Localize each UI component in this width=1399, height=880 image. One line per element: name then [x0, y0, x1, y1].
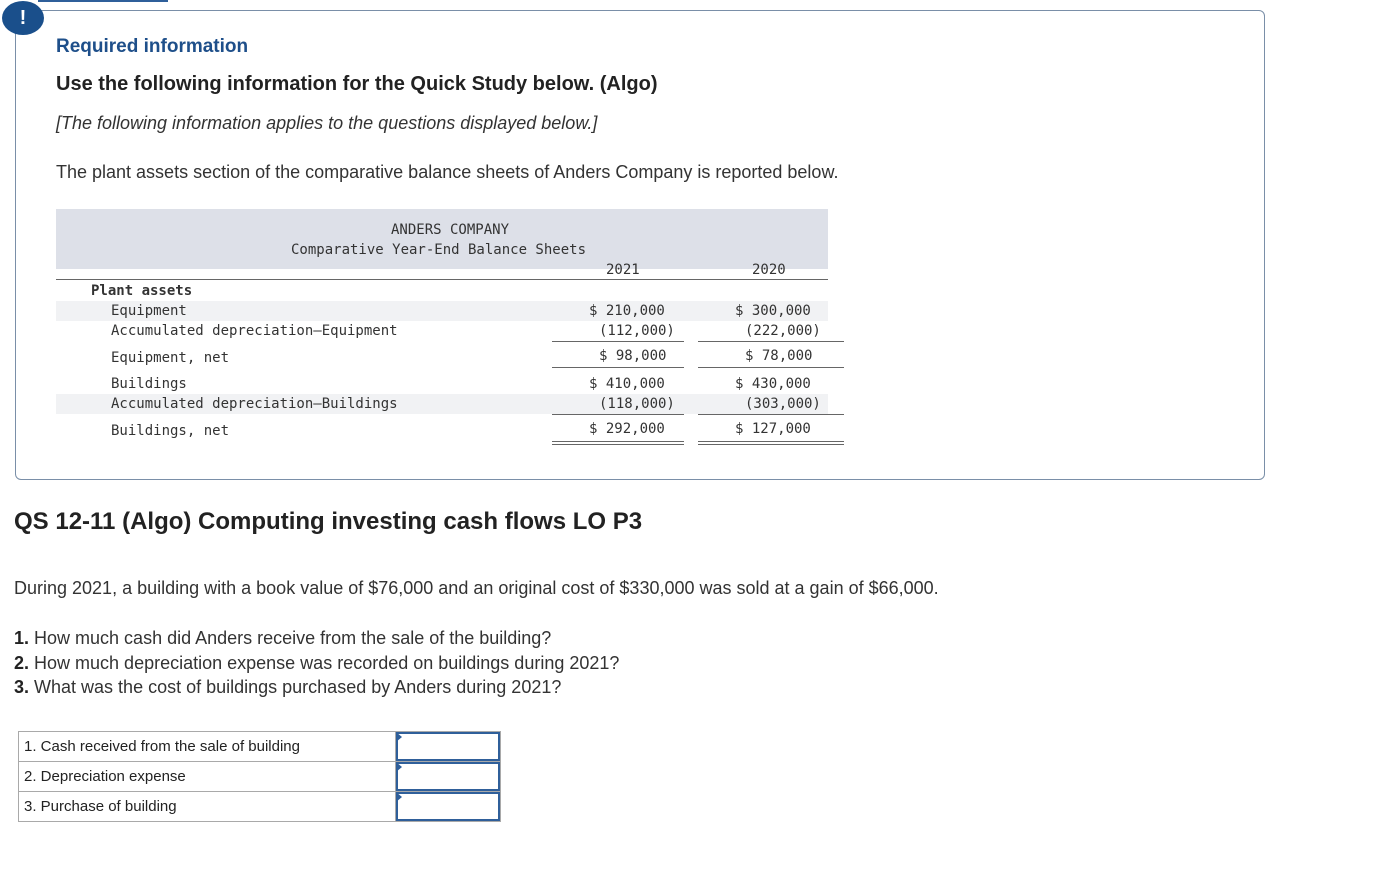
question-text: How much depreciation expense was recorded on buildings during 2021?	[34, 652, 620, 673]
question-number: 1.	[14, 628, 30, 648]
statement-title: Comparative Year-End Balance Sheets	[291, 242, 587, 258]
row-label: Equipment, net	[111, 350, 230, 366]
row-label: Buildings	[111, 376, 187, 392]
section-label: Plant assets	[91, 283, 193, 299]
entry-marker-icon	[396, 792, 402, 802]
answer-row	[19, 762, 501, 792]
answer-cell	[396, 762, 501, 792]
alert-symbol: !	[19, 6, 27, 29]
applies-note: [The following information applies to the questions displayed below.]	[56, 113, 598, 133]
answer-label-purchase-of-building: 3. Purchase of building	[19, 792, 396, 822]
value-2021: $ 210,000	[589, 303, 665, 319]
cash-received-input[interactable]	[396, 732, 500, 761]
subtotal-rule	[552, 367, 684, 368]
answer-table	[18, 731, 501, 822]
column-header-2021: 2021	[606, 262, 640, 278]
subtotal-rule	[698, 414, 844, 415]
answer-label-depreciation-expense: 2. Depreciation expense	[19, 762, 396, 792]
question-title: QS 12-11 (Algo) Computing investing cash flows LO P3	[14, 508, 643, 535]
column-header-2020: 2020	[752, 262, 786, 278]
row-label: Buildings, net	[111, 423, 230, 439]
value-2021: $ 98,000	[599, 348, 667, 364]
value-2020: $ 300,000	[735, 303, 811, 319]
depreciation-expense-input[interactable]	[396, 762, 500, 791]
answer-label-cash-received: 1. Cash received from the sale of building	[19, 732, 396, 762]
purchase-of-building-input[interactable]	[396, 792, 500, 821]
value-2021: $ 292,000	[589, 421, 665, 437]
entry-marker-icon	[396, 732, 402, 742]
balance-sheet-table	[56, 209, 828, 439]
value-2020: (303,000)	[745, 396, 821, 412]
question-text: What was the cost of buildings purchased by Anders during 2021?	[34, 677, 562, 697]
question-text: How much cash did Anders receive from the sale of the building?	[34, 628, 552, 648]
value-2021: (112,000)	[599, 323, 675, 339]
question-number: 2.	[14, 652, 30, 673]
answer-row	[19, 792, 501, 822]
value-2020: $ 78,000	[745, 348, 813, 364]
required-info-heading: Required information	[56, 36, 249, 57]
alert-icon	[2, 1, 44, 35]
question-list	[14, 626, 619, 700]
value-2021: (118,000)	[599, 396, 675, 412]
question-item	[14, 675, 619, 700]
subtotal-rule	[552, 341, 684, 342]
value-2021: $ 410,000	[589, 376, 665, 392]
subtotal-rule	[698, 367, 844, 368]
quick-study-subheading: Use the following information for the Quick Study below. (Algo)	[56, 73, 658, 95]
top-tab-indicator	[38, 0, 168, 2]
header-rule	[56, 279, 828, 280]
value-2020: $ 127,000	[735, 421, 811, 437]
subtotal-rule	[698, 341, 844, 342]
row-label: Accumulated depreciation—Equipment	[111, 323, 398, 339]
subtotal-rule	[552, 414, 684, 415]
answer-cell	[396, 792, 501, 822]
intro-text: The plant assets section of the comparative balance sheets of Anders Company is reported below.	[56, 162, 839, 182]
answer-row	[19, 732, 501, 762]
question-item	[14, 626, 619, 651]
total-double-rule	[552, 441, 684, 445]
question-item	[14, 651, 619, 676]
value-2020: $ 430,000	[735, 376, 811, 392]
row-label: Accumulated depreciation—Buildings	[111, 396, 398, 412]
company-name: ANDERS COMPANY	[391, 222, 510, 238]
scenario-text: During 2021, a building with a book value of $76,000 and an original cost of $330,000 was sold at a gain of $66,000.	[14, 578, 939, 598]
total-double-rule	[698, 441, 844, 445]
question-number: 3.	[14, 677, 30, 697]
entry-marker-icon	[396, 762, 402, 772]
answer-cell	[396, 732, 501, 762]
row-label: Equipment	[111, 303, 187, 319]
value-2020: (222,000)	[745, 323, 821, 339]
